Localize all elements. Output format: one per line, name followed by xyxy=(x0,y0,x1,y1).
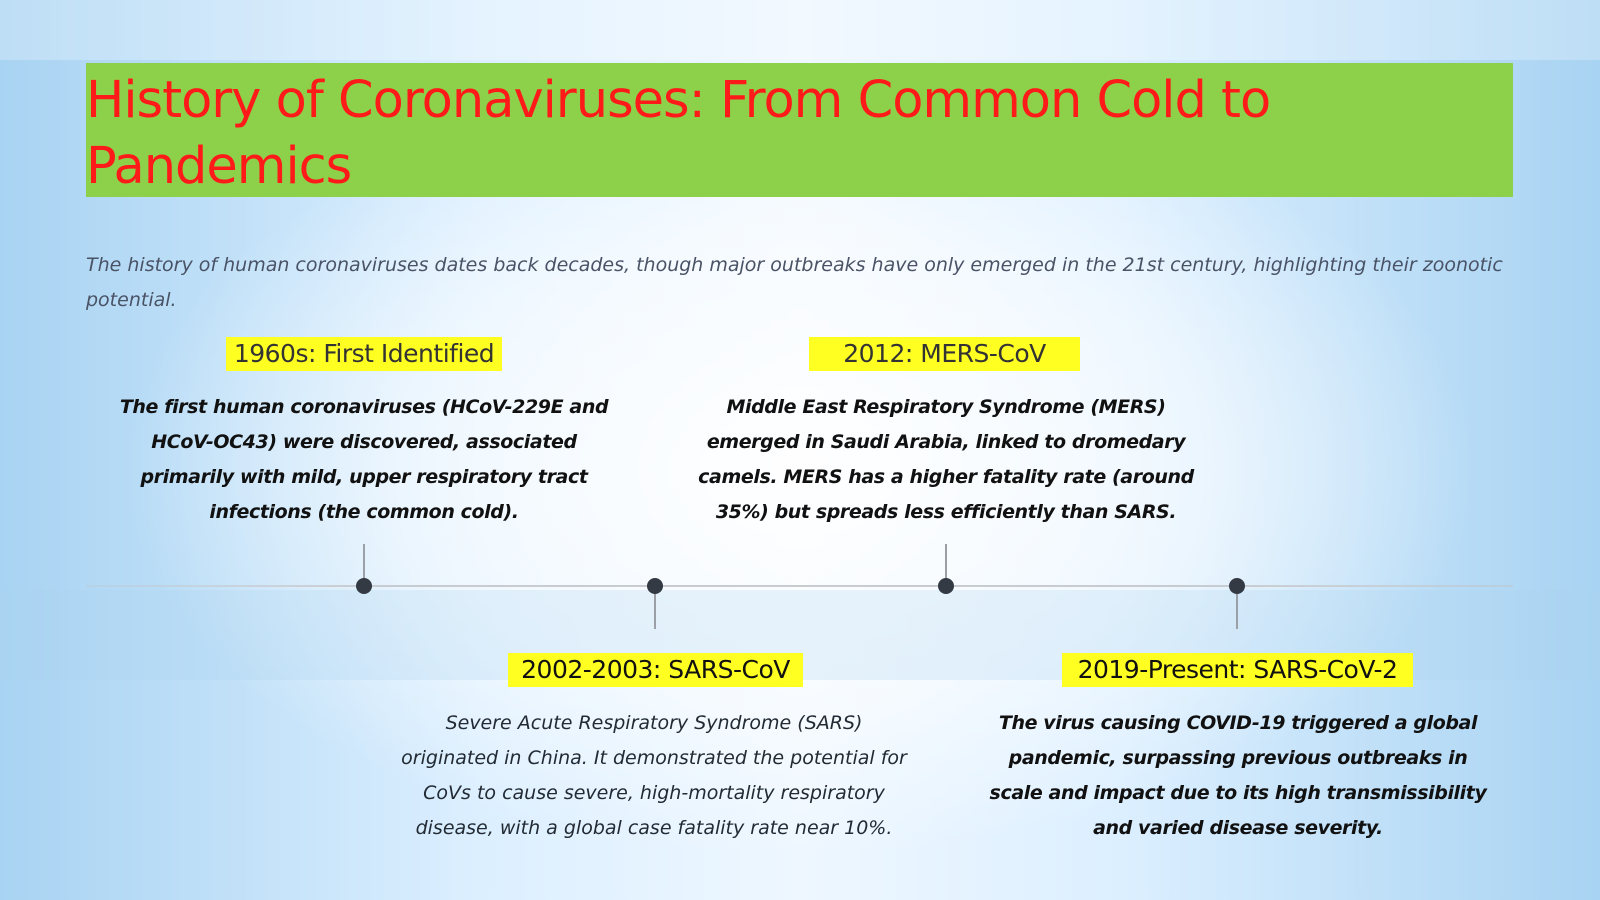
event-description-2019-present: The virus causing COVID-19 triggered a global pandemic, surpassing previous outbreaks in scale and impact due to its high transmissibility and varied disease severity. xyxy=(989,712,1487,839)
event-heading-2019-present: 2019-Present: SARS-CoV-2 xyxy=(1062,653,1413,687)
timeline-axis xyxy=(86,585,1513,587)
timeline-marker-2012 xyxy=(938,578,954,594)
timeline-marker-2019 xyxy=(1229,578,1245,594)
slide-title: History of Coronaviruses: From Common Cold to Pandemics xyxy=(86,71,1271,196)
background-highlight-top xyxy=(0,0,1600,60)
slide-subtitle: The history of human coronaviruses dates back decades, though major outbreaks have only emerged in the 21st century, highlighting their zoonotic potential. xyxy=(86,254,1503,311)
timeline-marker-1960s xyxy=(356,578,372,594)
event-heading-2002-2003: 2002-2003: SARS-CoV xyxy=(508,653,803,687)
event-description-1960s: The first human coronaviruses (HCoV-229E and HCoV-OC43) were discovered, associated primarily with mild, upper respiratory tract infections (the common cold). xyxy=(119,396,609,523)
event-heading-2012: 2012: MERS-CoV xyxy=(809,337,1080,371)
event-description-2002-2003: Severe Acute Respiratory Syndrome (SARS) originated in China. It demonstrated the potential for CoVs to cause severe, high-mortality respiratory disease, with a global case fatality rate near 10%. xyxy=(401,712,907,839)
event-description-2012: Middle East Respiratory Syndrome (MERS) emerged in Saudi Arabia, linked to dromedary camels. MERS has a higher fatality rate (around 35%) but spreads less efficiently than SARS. xyxy=(698,396,1194,523)
event-heading-1960s: 1960s: First Identified xyxy=(226,337,502,371)
timeline-marker-2002 xyxy=(647,578,663,594)
